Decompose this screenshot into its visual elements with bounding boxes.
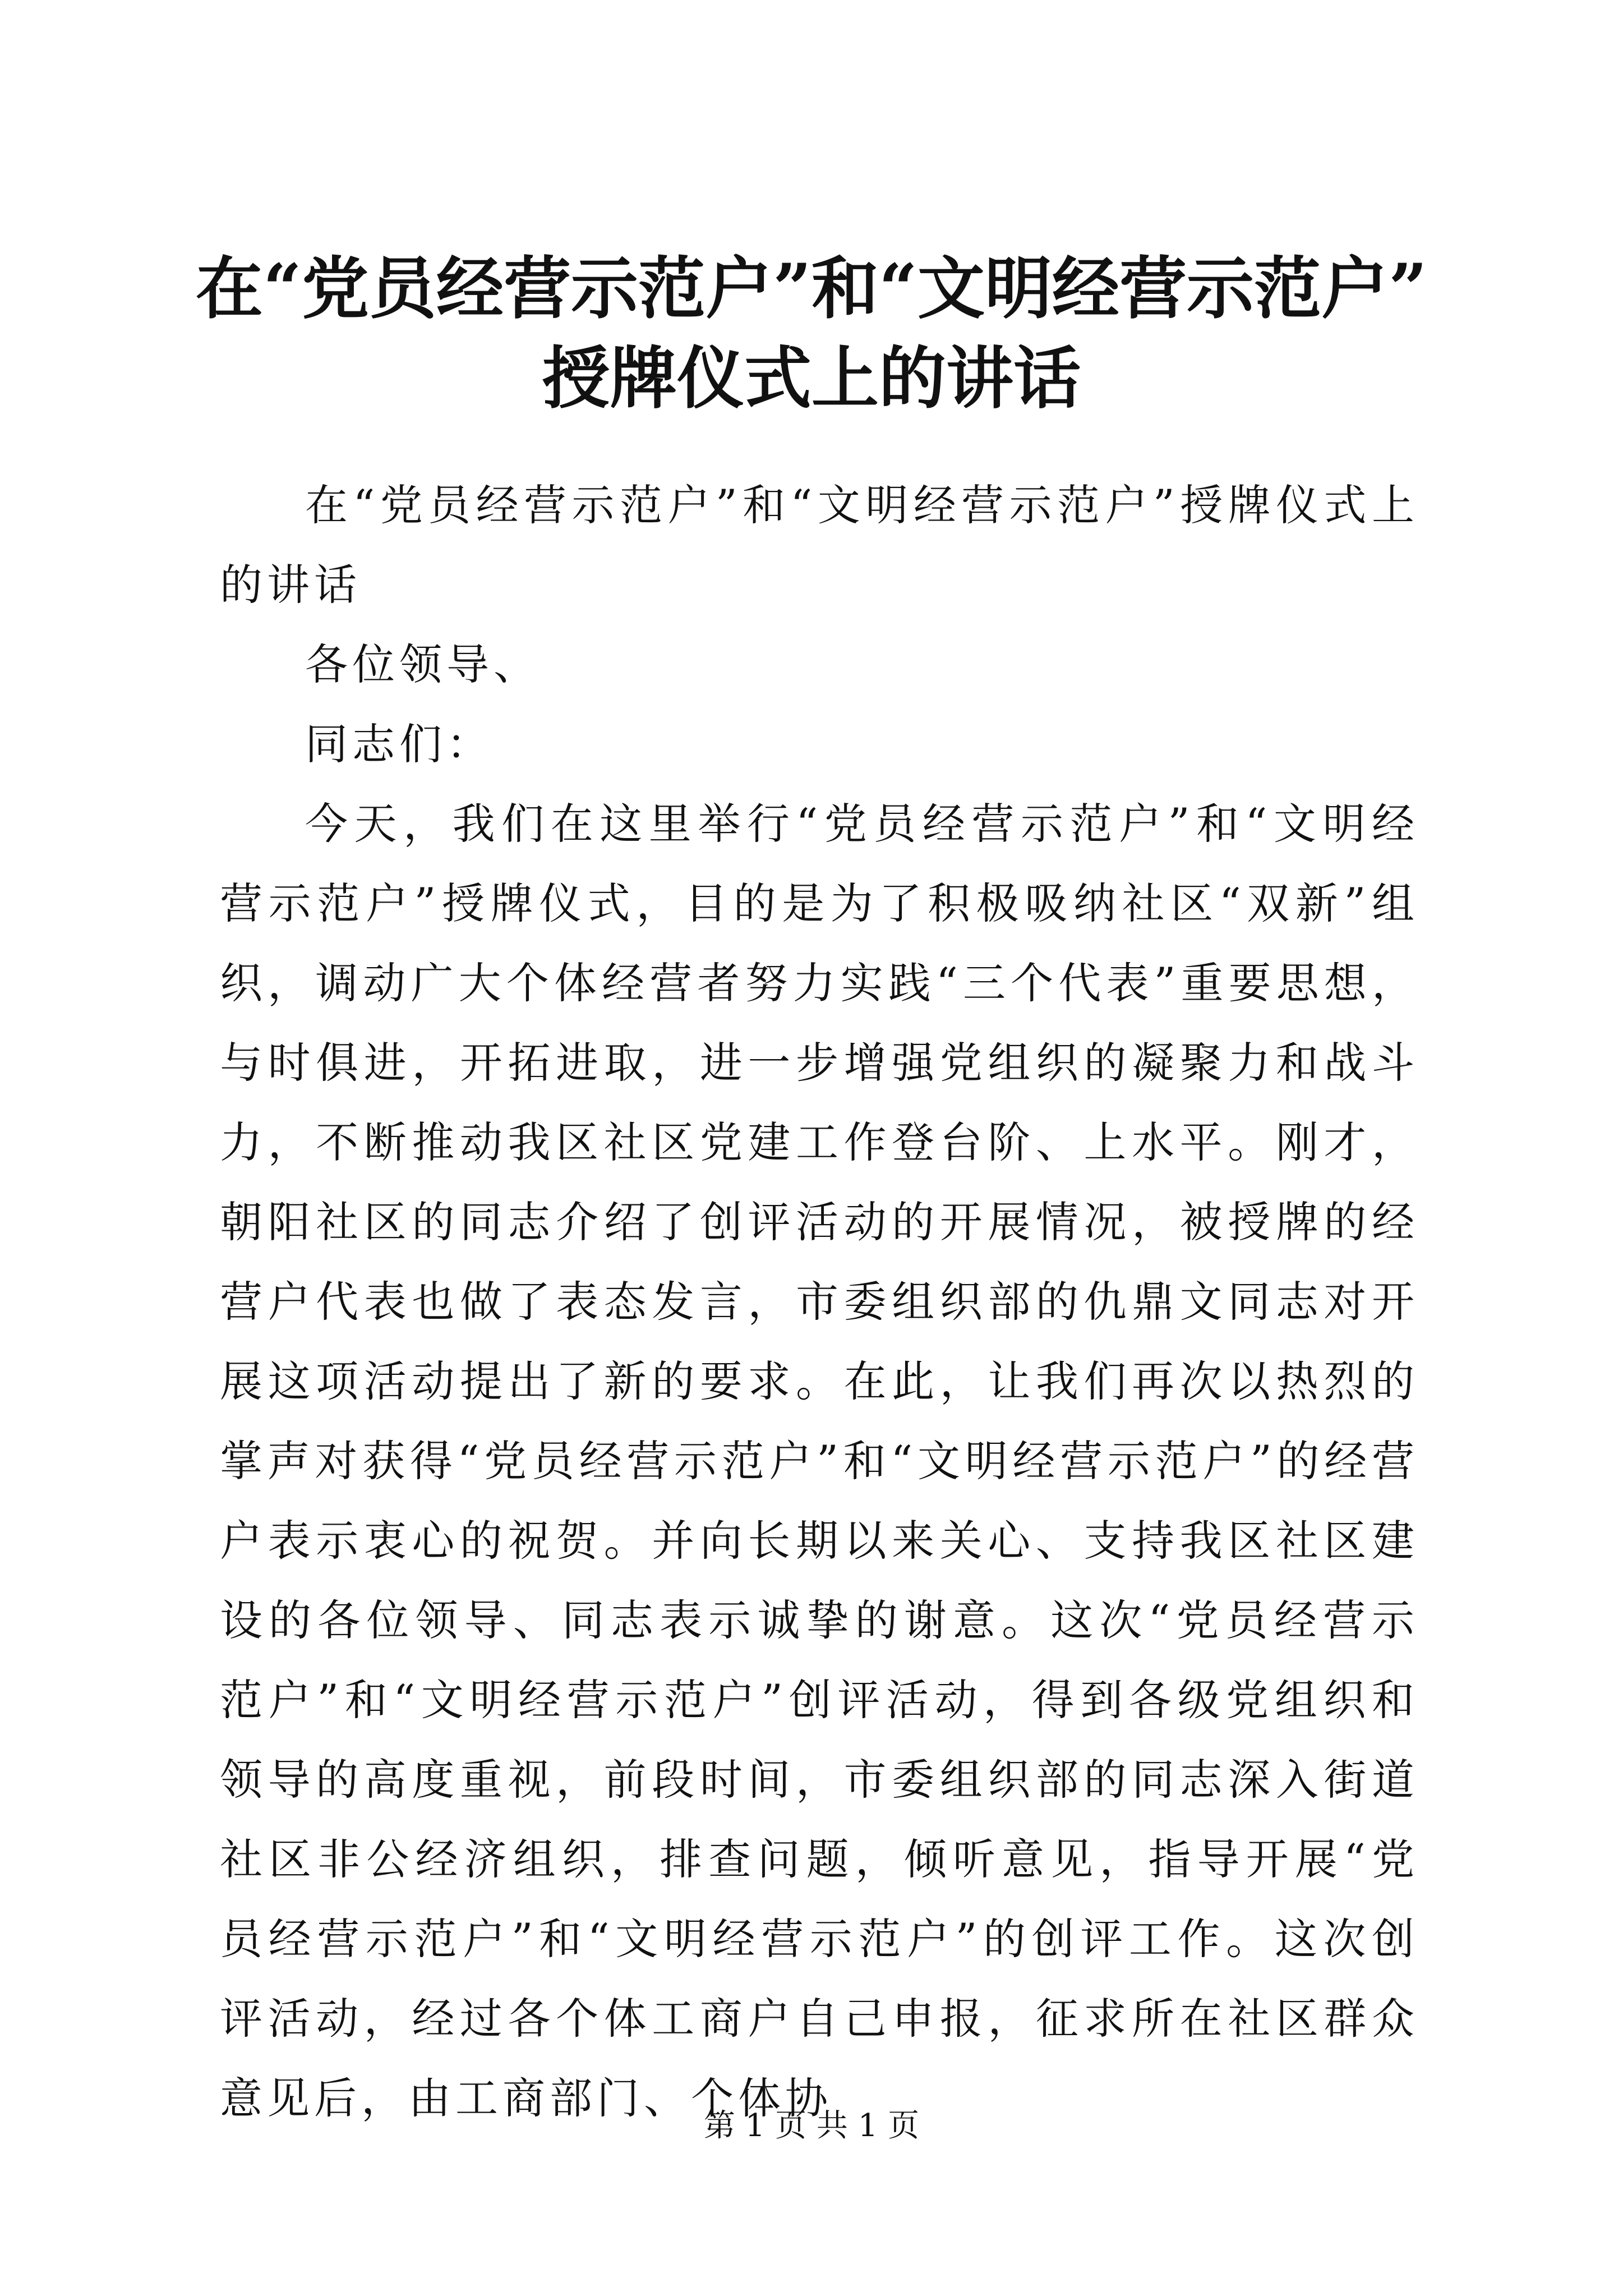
document-title-line-1: 在“党员经营示范户”和“文明经营示范户” — [195, 249, 1428, 328]
document-body — [220, 466, 1419, 2138]
paragraph-salutation-2: 同志们： — [305, 719, 494, 769]
paragraph-heading-repeat: 在“党员经营示范户”和“文明经营示范户”授牌仪式上的讲话 — [220, 480, 1419, 610]
paragraph-salutation-1: 各位领导、 — [305, 639, 541, 689]
paragraph-main-body: 今天，我们在这里举行“党员经营示范户”和“文明经营示范户”授牌仪式，目的是为了积极吸纳社区“双新”组织，调动广大个体经营者努力实践“三个代表”重要思想，与时俱进，开拓进取，进一步增强党组织的凝聚力和战斗力，不断推动我区社区党建工作登台阶、上水平。刚才，朝阳社区的同志介绍了创评活动的开展情况，被授牌的经营户代表也做了表态发言，市委组织部的仇鼎文同志对开展这项活动提出了新的要求。在此，让我们再次以热烈的掌声对获得“党员经营示范户”和“文明经营示范户”的经营户表示衷心的祝贺。并向长期以来关心、支持我区社区建设的各位领导、同志表示诚挚的谢意。这次“党员经营示范户”和“文明经营示范户”创评活动，得到各级党组织和领导的高度重视，前段时间，市委组织部的同志深入街道社区非公经济组织，排查问题，倾听意见，指导开展“党员经营示范户”和“文明经营示范户”的创评工作。这次创评活动，经过各个体工商户自己申报，征求所在社区群众意见后，由工商部门、个体协 — [220, 799, 1419, 2123]
document-title-line-2: 授牌仪式上的讲话 — [542, 339, 1081, 418]
page-footer: 第 1 页 共 1 页 — [703, 2108, 920, 2144]
